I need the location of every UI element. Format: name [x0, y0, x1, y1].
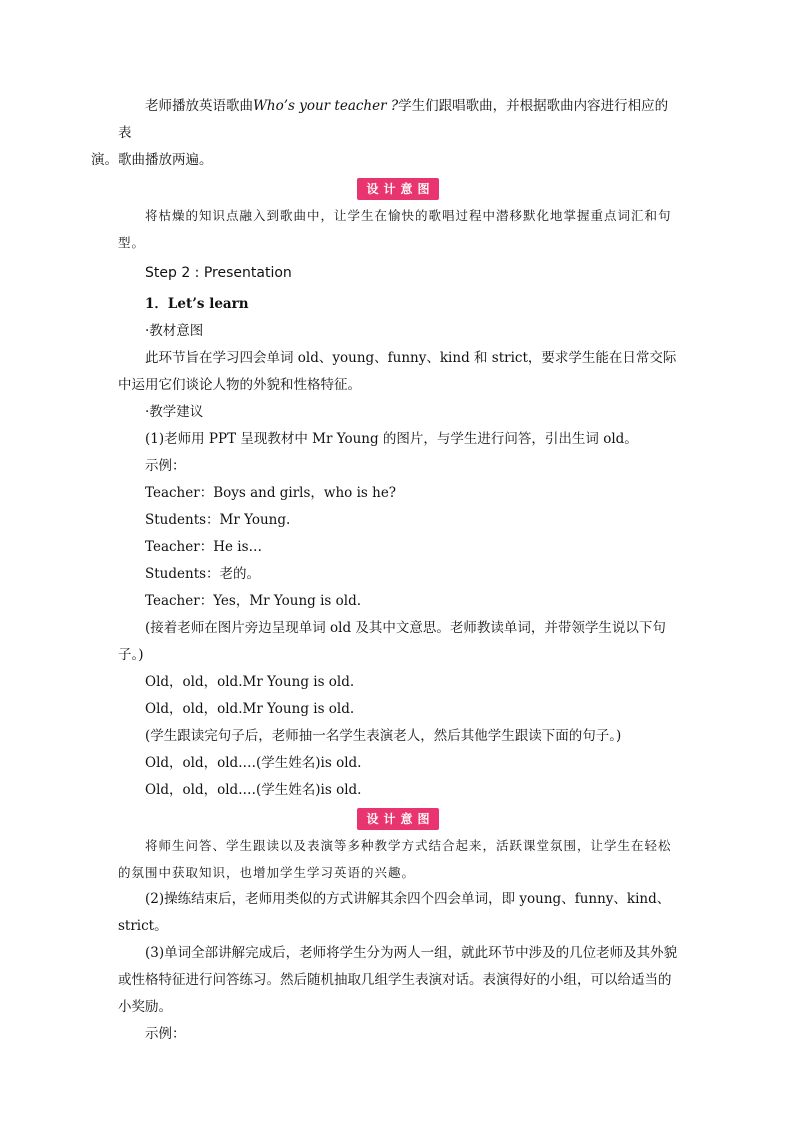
- song-title: Who’s your teacher ?: [253, 98, 399, 114]
- textbook-intent-text: 此环节旨在学习四会单词 old、young、funny、kind 和 strict，要求学生能在日常交际中运用它们谈论人物的外貌和性格特征。: [118, 350, 677, 393]
- dialogue-line: Teacher：He is…: [145, 539, 262, 555]
- chant-line: Old，old，old.Mr Young is old.: [145, 701, 355, 717]
- advice-step-3: (3)单词全部讲解完成后，老师将学生分为两人一组，就此环节中涉及的几位老师及其外貌或性格特征进行问答练习。然后随机抽取几组学生表演对话。表演得好的小组，可以给适当的小奖励。: [118, 945, 678, 1015]
- chant-line: Old，old，old.…(学生姓名)is old.: [145, 782, 362, 798]
- chant-line: Old，old，old.Mr Young is old.: [145, 674, 355, 690]
- intro-text-end: 学生们跟唱歌曲，并根据歌曲内容进行相应的表: [118, 98, 669, 141]
- design-badge-row-1: [118, 178, 678, 200]
- design-intent-badge: 设计意图: [357, 808, 438, 830]
- step2-heading: Step 2 : Presentation: [145, 265, 292, 281]
- dialogue-line: Teacher：Boys and girls，who is he?: [145, 485, 397, 501]
- paren-note-2: (学生跟读完句子后，老师抽一名学生表演老人，然后其他学生跟读下面的句子。): [145, 728, 622, 744]
- lets-learn-heading: 1．Let’s learn: [145, 296, 249, 312]
- design-note-1: 将枯燥的知识点融入到歌曲中，让学生在愉快的歌唱过程中潜移默化地掌握重点词汇和句型。: [118, 208, 672, 250]
- teaching-advice-label: ·教学建议: [145, 404, 204, 420]
- chant-line: Old，old，old.…(学生姓名)is old.: [145, 755, 362, 771]
- paren-note-1: (接着老师在图片旁边呈现单词 old 及其中文意思。老师教读单词，并带领学生说以下句子。): [118, 620, 666, 663]
- design-note-2: 将师生问答、学生跟读以及表演等多种教学方式结合起来，活跃课堂氛围，让学生在轻松的氛围中获取知识，也增加学生学习英语的兴趣。: [118, 838, 672, 880]
- lesson-content: [91, 93, 678, 1048]
- advice-step-2: (2)操练结束后，老师用类似的方式讲解其余四个四会单词，即 young、funny、kind、strict。: [118, 891, 671, 934]
- dialogue-line: Students：老的。: [145, 566, 261, 582]
- advice-step-1: (1)老师用 PPT 呈现教材中 Mr Young 的图片，与学生进行问答，引出生词 old。: [145, 431, 638, 447]
- intro-text-start: 老师播放英语歌曲: [145, 98, 253, 114]
- textbook-intent-label: ·教材意图: [145, 323, 204, 339]
- intro-paragraph: [91, 93, 678, 174]
- intro-text-line2: 演。歌曲播放两遍。: [91, 152, 213, 168]
- dialogue-line: Teacher：Yes，Mr Young is old.: [145, 593, 362, 609]
- dialogue-line: Students：Mr Young.: [145, 512, 291, 528]
- design-badge-row-2: [118, 808, 678, 830]
- example-label: 示例：: [145, 458, 186, 474]
- example-label-2: 示例：: [145, 1026, 186, 1042]
- design-intent-badge: 设计意图: [357, 178, 438, 200]
